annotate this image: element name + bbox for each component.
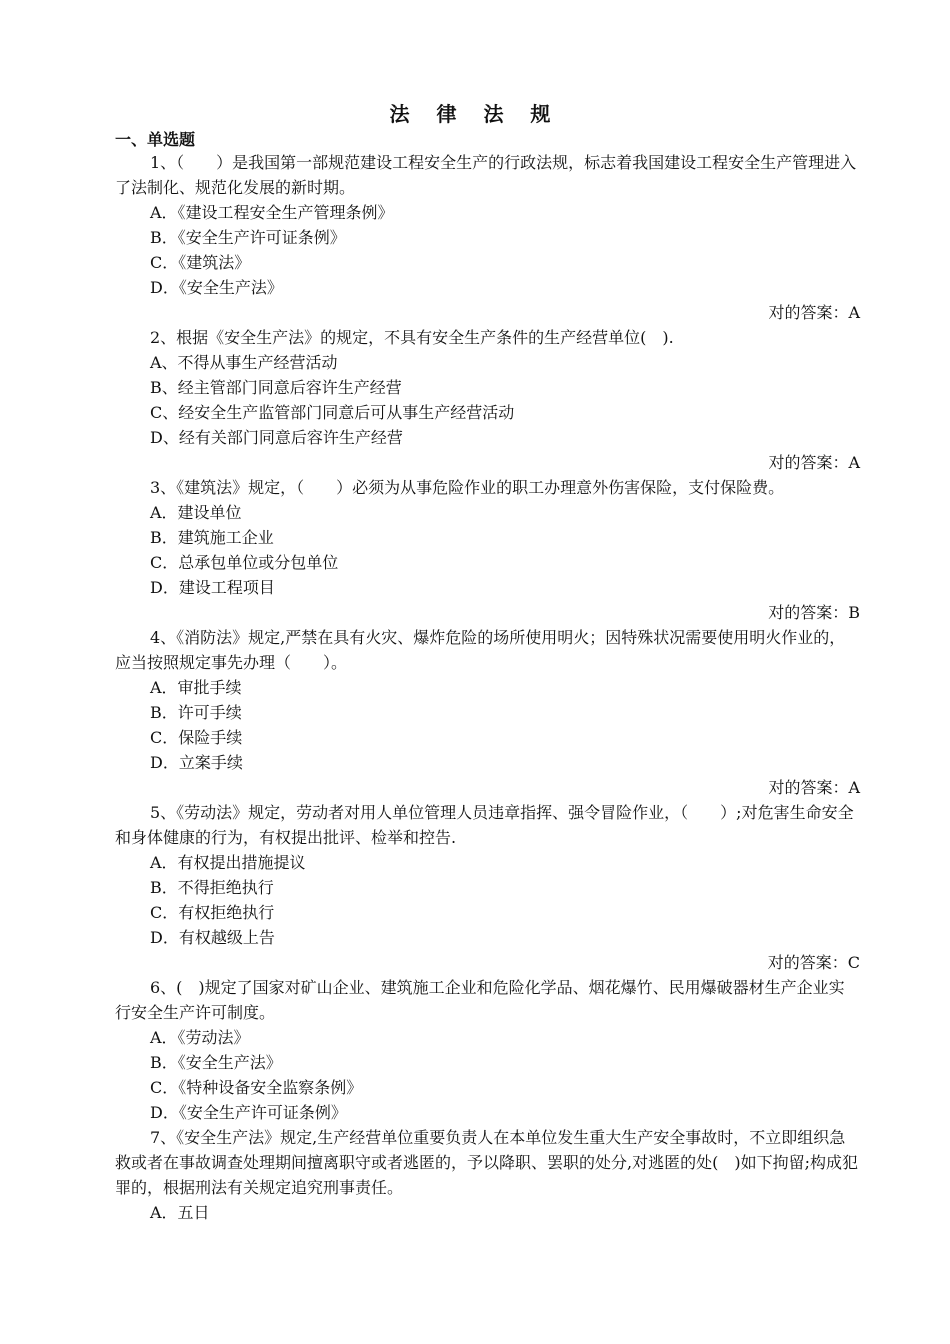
question-stem: 5、《劳动法》规定，劳动者对用人单位管理人员违章指挥、强令冒险作业，（ ）;对危害生命安全和身体健康的行为，有权提出批评、检举和控告.	[115, 803, 854, 847]
question-option: D．立案手续	[150, 753, 243, 772]
question-option: A．审批手续	[150, 678, 242, 697]
page-title: 法 律 法 规	[389, 102, 561, 126]
question-stem: 7、《安全生产法》规定,生产经营单位重要负责人在本单位发生重大生产安全事故时，不立即组织急救或者在事故调查处理期间擅离职守或者逃匿的，予以降职、罢职的处分,对逃匿的处( )如下拘留;构成犯罪的，根据刑法有关规定追究刑事责任。	[115, 1128, 858, 1197]
question-option: B．建筑施工企业	[150, 528, 274, 547]
question	[115, 475, 860, 625]
question-option: C．《特种设备安全监察条例》	[150, 1078, 363, 1097]
question-stem: 3、《建筑法》规定，（ ）必须为从事危险作业的职工办理意外伤害保险，支付保险费。	[150, 478, 785, 497]
question-option: B．《安全生产法》	[150, 1053, 282, 1072]
question-option: A、不得从事生产经营活动	[150, 353, 338, 372]
question	[115, 800, 860, 975]
section-heading: 一、单选题	[115, 130, 196, 149]
question-option: D．《安全生产法》	[150, 278, 283, 297]
question-option: C、经安全生产监管部门同意后可从事生产经营活动	[150, 403, 515, 422]
question	[115, 975, 860, 1125]
question-option: A．有权提出措施提议	[150, 853, 306, 872]
question-stem: 2、根据《安全生产法》的规定，不具有安全生产条件的生产经营单位( ).	[150, 328, 674, 347]
question	[115, 325, 860, 475]
question-option: C．总承包单位或分包单位	[150, 553, 339, 572]
question-option: C．有权拒绝执行	[150, 903, 275, 922]
question-option: A．《建设工程安全生产管理条例》	[150, 203, 394, 222]
answer-line: 对的答案：B	[768, 603, 860, 622]
question-option: B．许可手续	[150, 703, 242, 722]
question-option: A．五日	[150, 1203, 210, 1222]
question-option: C．保险手续	[150, 728, 243, 747]
question	[115, 625, 860, 800]
answer-line: 对的答案：A	[768, 778, 860, 797]
answer-line: 对的答案：C	[767, 953, 860, 972]
question-option: D．建设工程项目	[150, 578, 275, 597]
question-list	[115, 150, 860, 1225]
question-option: B、经主管部门同意后容许生产经营	[150, 378, 402, 397]
question-option: B．不得拒绝执行	[150, 878, 274, 897]
question-option: A．建设单位	[150, 503, 242, 522]
answer-line: 对的答案：A	[768, 453, 860, 472]
question-option: B．《安全生产许可证条例》	[150, 228, 346, 247]
question-option: D．有权越级上告	[150, 928, 275, 947]
answer-line: 对的答案：A	[768, 303, 860, 322]
question-stem: 6、( )规定了国家对矿山企业、建筑施工企业和危险化学品、烟花爆竹、民用爆破器材生产企业实行安全生产许可制度。	[115, 978, 845, 1022]
question-stem: 1、（ ）是我国第一部规范建设工程安全生产的行政法规，标志着我国建设工程安全生产管理进入了法制化、规范化发展的新时期。	[115, 153, 857, 197]
question-option: D．《安全生产许可证条例》	[150, 1103, 347, 1122]
question-option: C．《建筑法》	[150, 253, 251, 272]
question	[115, 1125, 860, 1225]
question-option: D、经有关部门同意后容许生产经营	[150, 428, 403, 447]
question-stem: 4、《消防法》规定,严禁在具有火灾、爆炸危险的场所使用明火；因特殊状况需要使用明火作业的，应当按照规定事先办理（ ）。	[115, 628, 846, 672]
question	[115, 150, 860, 325]
question-option: A．《劳动法》	[150, 1028, 250, 1047]
